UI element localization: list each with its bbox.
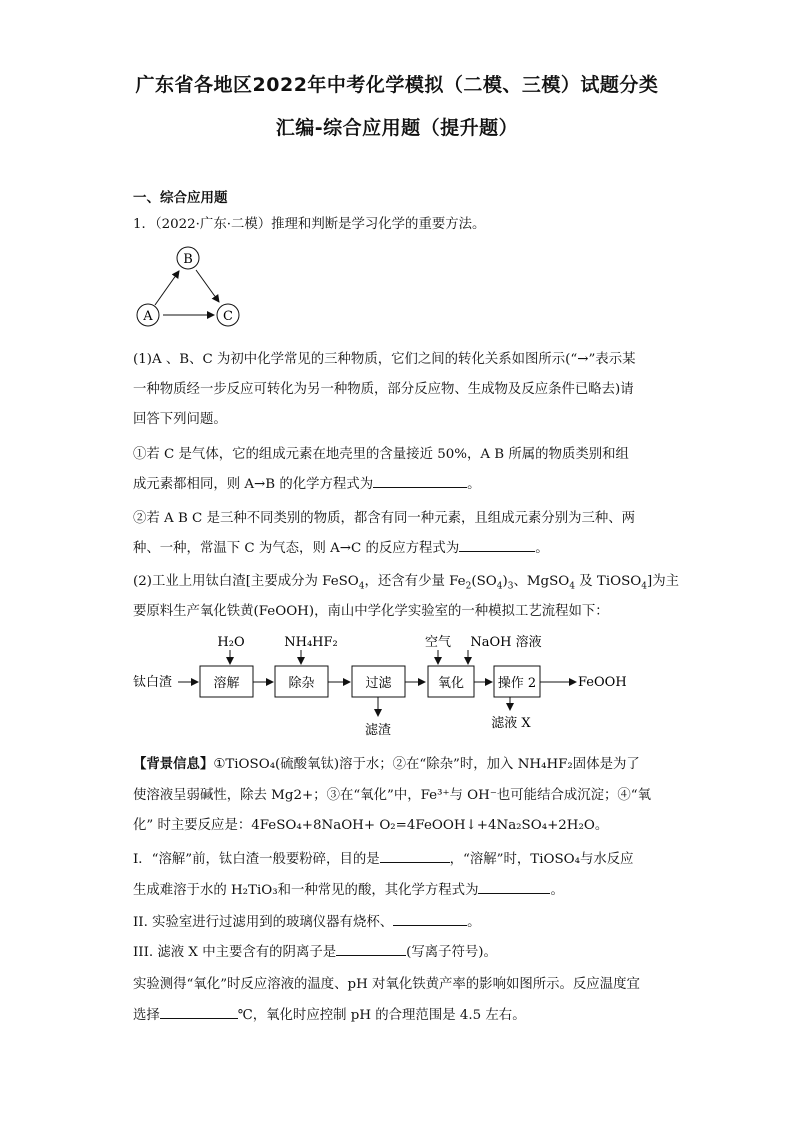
- flow-air-label: 空气: [424, 635, 452, 650]
- p3-line2-end: 。: [535, 541, 549, 556]
- answer-blank-4[interactable]: [478, 881, 550, 894]
- answer-blank-3[interactable]: [380, 850, 450, 863]
- p4-t5: 、MgSO: [513, 574, 570, 589]
- arrow-b-to-c: [196, 270, 219, 302]
- qIII-text: III. 滤液 X 中主要含有的阴离子是: [133, 945, 337, 960]
- p2-line1: ①若 C 是气体，它的组成元素在地壳里的含量接近 50%，A B 所属的物质类别和组: [133, 447, 629, 462]
- flow-step-dissolve: 溶解: [213, 676, 240, 691]
- question-1-header: 1．（2022·广东·二模）推理和判断是学习化学的重要方法。: [133, 217, 486, 232]
- conversion-triangle-diagram: [128, 240, 258, 335]
- flow-end-label: FeOOH: [578, 675, 627, 690]
- page-title-line2: 汇编-综合应用题（提升题）: [275, 117, 519, 139]
- p4-t7: ]为主: [646, 574, 679, 589]
- p4-t4: ): [502, 574, 508, 589]
- flow-step-operation2: 操作 2: [497, 676, 537, 691]
- p4-t1: (2)工业上用钛白渣[主要成分为 FeSO: [133, 574, 359, 589]
- arrow-a-to-b: [155, 271, 179, 305]
- qII-end: 。: [467, 915, 481, 930]
- p1-line2: 一种物质经一步反应可转化为另一种物质，部分反应物、生成物及反应条件已略去)请: [133, 382, 634, 397]
- qIII-line: [133, 941, 673, 960]
- qIII-end: (写离子符号)。: [406, 945, 497, 960]
- flow-naoh-label: NaOH 溶液: [470, 635, 542, 650]
- flow-h2o-label: H₂O: [217, 635, 245, 650]
- bg-heading: 【背景信息】: [133, 756, 214, 772]
- p4-line2: 要原料生产氧化铁黄(FeOOH)，南山中学化学实验室的一种模拟工艺流程如下：: [133, 604, 609, 619]
- flow-nh4hf2-label: NH₄HF₂: [284, 635, 338, 650]
- flow-step-purify: 除杂: [288, 676, 315, 691]
- last-text1: 选择: [133, 1008, 160, 1023]
- process-flow-diagram: [128, 628, 648, 740]
- qI-text3: 生成难溶于水的 H₂TiO₃和一种常见的酸，其化学方程式为: [133, 883, 479, 898]
- p2-line2-text: 成元素都相同，则 A→B 的化学方程式为: [133, 477, 374, 492]
- qII-text: II. 实验室进行过滤用到的玻璃仪器有烧杯、: [133, 915, 394, 930]
- last-text2: ℃，氧化时应控制 pH 的合理范围是 4.5 左右。: [237, 1008, 526, 1023]
- flow-start-label: 钛白渣: [133, 675, 173, 690]
- p1-line3: 回答下列问题。: [133, 412, 227, 427]
- flow-step-filter: 过滤: [365, 676, 392, 691]
- qI-line1: [133, 848, 673, 867]
- p4-t2: ，还含有少量 Fe: [364, 574, 466, 589]
- bg-line2: 使溶液呈弱碱性，除去 Mg2+；③在“氧化”中，Fe³⁺与 OH⁻也可能结合成沉淀；④“氧: [133, 788, 652, 803]
- bg-line1-text: ①TiOSO₄(硫酸氧钛)溶于水；②在“除杂”时，加入 NH₄HF₂固体是为了: [213, 757, 640, 772]
- p3-line1: ②若 A B C 是三种不同类别的物质，都含有同一种元素，且组成元素分别为三种、两: [133, 511, 636, 526]
- flow-filtrate-label: 滤液 X: [491, 716, 531, 731]
- flow-residue-label: 滤渣: [364, 723, 392, 738]
- p4-line1: (2)工业上用钛白渣[主要成分为 FeSO$_4$，还含有少量 $Fe_2(SO_4)_3$、MgSO$_4$ 及 TiOSO$_4$]为主: [133, 574, 679, 592]
- node-b-label: B: [183, 252, 193, 267]
- page-title-line1: 广东省各地区2022年中考化学模拟（二模、三模）试题分类: [135, 74, 659, 96]
- last-line1: 实验测得“氧化”时反应溶液的温度、pH 对氧化铁黄产率的影响如图所示。反应温度宜: [133, 977, 640, 992]
- p2-line2: [133, 473, 673, 492]
- answer-blank-6[interactable]: [336, 943, 406, 956]
- p1-line1: (1)A 、B、C 为初中化学常见的三种物质，它们之间的转化关系如图所示(“→”表示某: [133, 352, 636, 367]
- answer-blank-1[interactable]: [373, 475, 467, 488]
- qII-line: [133, 911, 673, 930]
- qI-line2: [133, 879, 673, 898]
- answer-blank-7[interactable]: [160, 1006, 238, 1019]
- answer-blank-5[interactable]: [393, 913, 467, 926]
- p3-line2: [133, 537, 673, 556]
- qI-text1: I．“溶解”前，钛白渣一般要粉碎，目的是: [133, 852, 380, 867]
- node-c-label: C: [223, 309, 233, 324]
- qI-text4: 。: [550, 883, 564, 898]
- p4-t3: (SO: [471, 574, 497, 589]
- bg-line3: 化” 时主要反应是：4FeSO₄+8NaOH+ O₂=4FeOOH↓+4Na₂SO₄+2H₂O。: [133, 818, 609, 833]
- p4-t6: 及 TiOSO: [575, 574, 642, 589]
- last-line2: [133, 1004, 673, 1023]
- p3-line2-text: 种、一种，常温下 C 为气态，则 A→C 的反应方程式为: [133, 541, 460, 556]
- node-a-label: A: [143, 309, 153, 324]
- section-heading: 一、综合应用题: [133, 190, 228, 206]
- qI-text2: ，“溶解”时，TiOSO₄与水反应: [449, 852, 634, 867]
- answer-blank-2[interactable]: [459, 539, 535, 552]
- flow-step-oxidize: 氧化: [437, 676, 465, 691]
- p2-line2-end: 。: [467, 477, 481, 492]
- bg-line1: [133, 753, 673, 772]
